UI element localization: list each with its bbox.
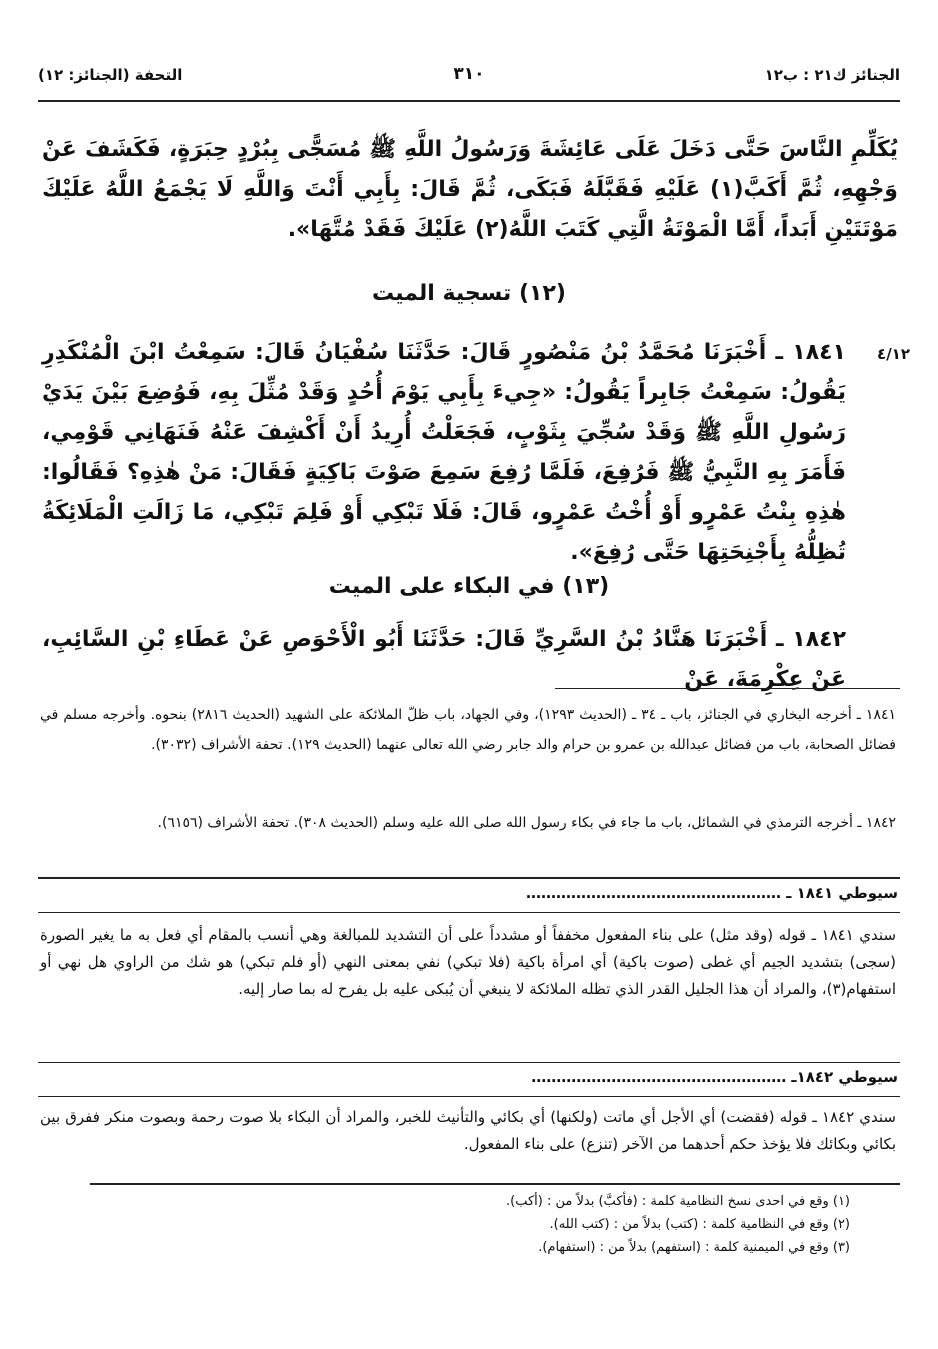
footnote-separator bbox=[555, 688, 900, 689]
page-number: ٣١٠ bbox=[453, 64, 485, 84]
commentary-rule-2 bbox=[38, 912, 900, 913]
notes-separator bbox=[90, 1183, 900, 1185]
hadith-number-1842: ١٨٤٢ bbox=[792, 627, 846, 652]
running-title: التحفة (الجنائز: ١٢) bbox=[38, 66, 183, 84]
suyuti-1842-label: سيوطي ١٨٤٢ـ bbox=[791, 1068, 898, 1086]
hadith-text-1841: ـ أَخْبَرَنَا مُحَمَّدُ بْنُ مَنْصُورٍ قَالَ: حَدَّثَنَا سُفْيَانُ قَالَ: سَمِعْتُ ابْنَ الْمُنْكَدِرِ يَقُولُ: سَمِعْتُ جَابِراً يَقُولُ: «جِيءَ بِأَبِي يَوْمَ أُحُدٍ وَقَدْ مُثِّلَ بِهِ، فَوُضِعَ بَيْنَ يَدَيْ رَسُولِ اللَّهِ ﷺ وَقَدْ سُجِّيَ بِثَوْبٍ، فَجَعَلْتُ أُرِيدُ أَنْ أَكْشِفَ عَنْهُ فَنَهَانِي قَوْمِي، فَأَمَرَ بِهِ النَّبِيُّ ﷺ فَرُفِعَ، فَلَمَّا رُفِعَ سَمِعَ صَوْتَ بَاكِيَةٍ فَقَالَ: مَنْ هٰذِهِ؟ فَقَالُوا: هٰذِهِ بِنْتُ عَمْرٍو أَوْ أُخْتُ عَمْرٍو، قَالَ: فَلَا تَبْكِي أَوْ فَلِمَ تَبْكِي، مَا زَالَتِ الْمَلَائِكَةُ تُظِلُّهُ بِأَجْنِحَتِهَا حَتَّى رُفِعَ». bbox=[42, 340, 846, 565]
variant-note: (١) وقع في احدى نسخ النظامية كلمة : (فأكبَّ) بدلاً من : (أكب). bbox=[506, 1194, 850, 1209]
hadith-1841 bbox=[42, 333, 846, 573]
suyuti-1841-dots: …………………………………………… bbox=[525, 884, 781, 902]
chapter-13-title: (١٣) في البكاء على الميت bbox=[328, 574, 610, 599]
variant-note: (٣) وقع في الميمنية كلمة : (استفهم) بدلاً من : (استفهام). bbox=[538, 1240, 850, 1255]
hadith-number-1841: ١٨٤١ bbox=[792, 340, 846, 365]
takhrij-1841: ١٨٤١ ـ أخرجه البخاري في الجنائز، باب ـ ٣٤ ـ (الحديث ١٢٩٣)، وفي الجهاد، باب ظلّ الملائكة على الشهيد (الحديث ٢٨١٦) بنحوه. وأخرجه مسلم في فضائل الصحابة، باب من فضائل عبدالله بن عمرو بن حرام والد جابر رضي الله تعالى عنهما (الحديث ١٢٩). تحفة الأشراف (٣٠٣٢). bbox=[40, 707, 896, 753]
variant-notes bbox=[300, 1190, 850, 1259]
commentary-rule-4 bbox=[38, 1096, 900, 1097]
header-rule bbox=[38, 100, 900, 102]
margin-reference: ٤/١٢ bbox=[877, 345, 910, 363]
suyuti-1841-row bbox=[44, 884, 898, 902]
suyuti-1841-label: سيوطي ١٨٤١ ـ bbox=[786, 884, 898, 902]
opening-paragraph: يُكَلِّمِ النَّاسَ حَتَّى دَخَلَ عَلَى عَائِشَةَ وَرَسُولُ اللَّهِ ﷺ مُسَجًّى بِبُرْدٍ حِبَرَةٍ، فَكَشَفَ عَنْ وَجْهِهِ، ثُمَّ أَكَبَّ(١) عَلَيْهِ فَقَبَّلَهُ فَبَكَى، ثُمَّ قَالَ: بِأَبِي أَنْتَ وَاللَّهِ لَا يَجْمَعُ اللَّهُ عَلَيْكَ مَوْتَتَيْنِ أَبَداً، أَمَّا الْمَوْتَةُ الَّتِي كَتَبَ اللَّهُ(٢) عَلَيْكَ فَقَدْ مُتَّهَا». bbox=[42, 137, 898, 242]
sindi-1842: سندي ١٨٤٢ ـ قوله (فقضت) أي الأجل أي ماتت (ولكنها) أي بكائي والتأنيث للخبر، والمراد أن البكاء بلا صوت رحمة وبصوت منكر ففرق بين بكائي وبكائك فلا يؤخذ حكم أحدهما من الآخر (تنزع) على بناء المفعول. bbox=[40, 1108, 896, 1153]
suyuti-1842-dots: …………………………………………… bbox=[531, 1068, 787, 1086]
chapter-12-title: (١٢) تسجية الميت bbox=[372, 281, 566, 306]
takhrij-1842: ١٨٤٢ ـ أخرجه الترمذي في الشمائل، باب ما جاء في بكاء رسول الله صلى الله عليه وسلم (الحديث ٣٠٨). تحفة الأشراف (٦١٥٦). bbox=[157, 815, 896, 831]
running-header bbox=[38, 66, 900, 92]
commentary-rule-top bbox=[38, 877, 900, 879]
book-reference: الجنائز ك٢١ : ب١٢ bbox=[764, 66, 900, 84]
variant-note: (٢) وقع في النظامية كلمة : (كتب) بدلاً من : (كتب الله). bbox=[549, 1217, 850, 1232]
hadith-text-1842: ـ أَخْبَرَنَا هَنَّادُ بْنُ السَّرِيِّ قَالَ: حَدَّثَنَا أَبُو الْأَحْوَصِ عَنْ عَطَاءِ بْنِ السَّائِبِ، عَنْ عِكْرِمَةَ، عَنْ bbox=[42, 627, 846, 692]
sindi-1841: سندي ١٨٤١ ـ قوله (وقد مثل) على بناء المفعول مخففاً أو مشدداً على أن التشديد للمبالغة وهي أنسب بالمقام أي فعل به ما يغير الصورة (سجى) بتشديد الجيم أي غطى (صوت باكية) أي امرأة باكية (فلا تبكي) نفي بمعنى النهي (أو فلم تبكي) هو شك من الراوي هل نهي أو استفهام(٣)، والمراد أن هذا الجليل القدر الذي تظله الملائكة لا ينبغي أن يُبكى عليه بل يفرح له بما صار إليه. bbox=[40, 926, 897, 998]
commentary-rule-3 bbox=[38, 1062, 900, 1063]
suyuti-1842-row bbox=[44, 1068, 898, 1086]
